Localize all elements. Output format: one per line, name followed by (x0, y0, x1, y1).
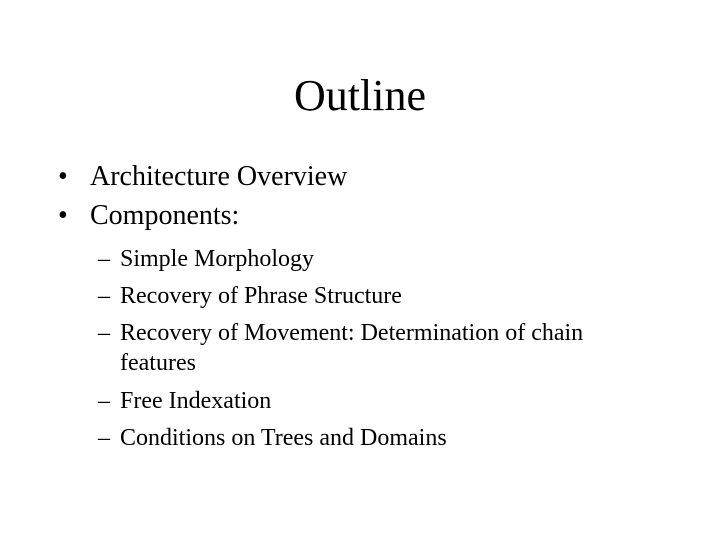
subbullet-continuation (98, 348, 196, 378)
subbullet-text: Conditions on Trees and Domains (120, 425, 447, 451)
bullet-marker: • (58, 161, 68, 192)
bullet-text: Components: (90, 200, 240, 231)
subbullet-phrase-structure (98, 281, 402, 311)
subbullet-conditions-on-trees (98, 423, 447, 453)
subbullet-simple-morphology (98, 244, 314, 274)
subbullet-marker: – (98, 246, 110, 272)
subbullet-text: Simple Morphology (120, 246, 315, 272)
subbullet-marker: – (98, 425, 110, 451)
bullet-components (58, 199, 239, 233)
bullet-marker: • (58, 200, 68, 231)
subbullet-marker: – (98, 320, 110, 346)
subbullet-marker: – (98, 283, 110, 309)
bullet-text: Architecture Overview (90, 161, 348, 192)
subbullet-free-indexation (98, 386, 271, 416)
subbullet-continuation-text: features (120, 350, 196, 376)
subbullet-marker: – (98, 388, 110, 414)
subbullet-recovery-of-movement (98, 318, 583, 348)
subbullet-text: Recovery of Movement: Determination of chain (120, 320, 584, 346)
bullet-architecture-overview (58, 160, 347, 194)
subbullet-text: Recovery of Phrase Structure (120, 283, 402, 309)
subbullet-text: Free Indexation (120, 388, 272, 414)
slide-title: Outline (294, 71, 426, 120)
